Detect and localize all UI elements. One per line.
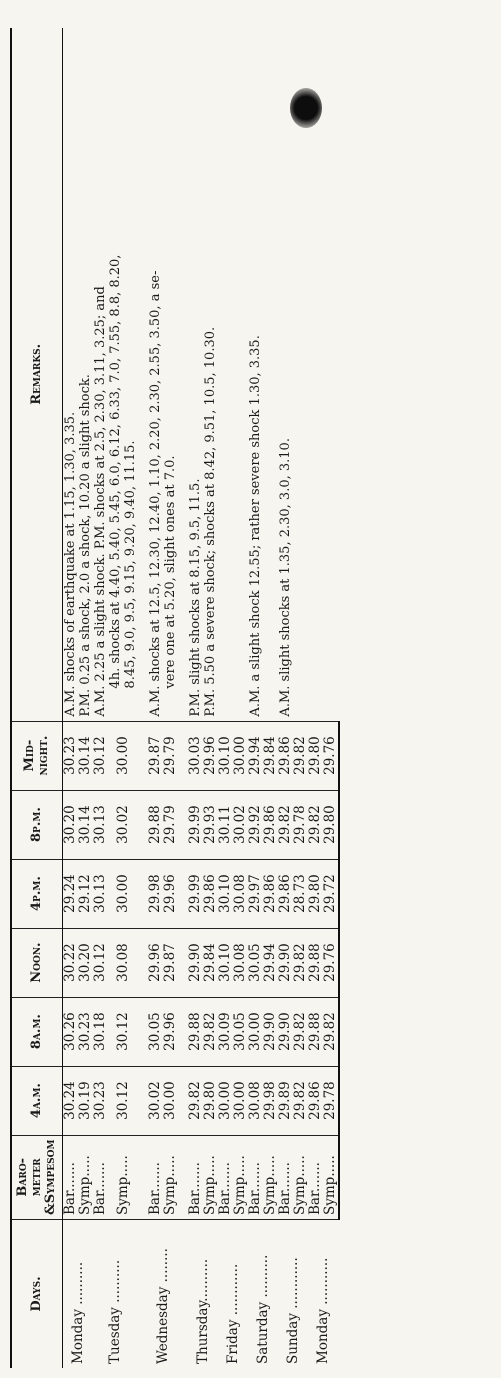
table-row bbox=[248, 28, 263, 1368]
remarks-cell bbox=[308, 28, 339, 721]
instrument-label: Bar....... bbox=[63, 1135, 79, 1219]
remarks-cell bbox=[93, 28, 138, 721]
reading-t8am: 29.96 bbox=[163, 997, 178, 1066]
reading-t8am: 30.12 bbox=[116, 997, 139, 1066]
reading-t8am: 30.09 bbox=[218, 997, 233, 1066]
reading-midnight: 29.84 bbox=[263, 721, 278, 790]
remark-line: A.M. shocks of earthquake at 1.15, 1.30, 3.35. bbox=[63, 411, 78, 717]
reading-t8am: 30.00 bbox=[248, 997, 263, 1066]
reading-t8pm: 29.93 bbox=[203, 790, 218, 859]
reading-t4pm: 29.98 bbox=[148, 859, 163, 928]
reading-t8pm: 30.20 bbox=[63, 790, 79, 859]
reading-noon: 30.08 bbox=[233, 928, 248, 997]
remarks-cell bbox=[278, 28, 308, 721]
reading-t4pm: 29.97 bbox=[248, 859, 263, 928]
reading-t4am: 30.24 bbox=[63, 1066, 79, 1135]
instrument-label: Bar....... bbox=[148, 1135, 163, 1219]
reading-t4am: 29.82 bbox=[293, 1066, 308, 1135]
reading-midnight: 30.00 bbox=[116, 721, 139, 790]
reading-t8am: 30.26 bbox=[63, 997, 79, 1066]
reading-t4am: 30.12 bbox=[116, 1066, 139, 1135]
reading-t4am: 30.19 bbox=[78, 1066, 93, 1135]
instrument-label: Bar....... bbox=[308, 1135, 323, 1219]
table-row bbox=[278, 28, 293, 1368]
reading-t8pm: 29.80 bbox=[323, 790, 339, 859]
reading-midnight: 29.94 bbox=[248, 721, 263, 790]
remark-line: A.M. slight shocks at 1.35, 2.30, 3.0, 3.10. bbox=[278, 438, 293, 717]
header-instrument: Baro-meter &Sympesom bbox=[11, 1135, 63, 1219]
reading-t8pm: 30.02 bbox=[233, 790, 248, 859]
reading-t4pm: 28.73 bbox=[293, 859, 308, 928]
remarks-cell bbox=[218, 28, 248, 721]
instrument-label: Symp..... bbox=[203, 1135, 218, 1219]
table-row bbox=[218, 28, 233, 1368]
reading-t8am: 29.90 bbox=[278, 997, 293, 1066]
reading-midnight: 29.80 bbox=[308, 721, 323, 790]
remarks-cell bbox=[148, 28, 178, 721]
reading-noon: 30.08 bbox=[116, 928, 139, 997]
reading-t4am: 30.23 bbox=[93, 1066, 116, 1135]
table-row bbox=[93, 28, 116, 1368]
day-name: Saturday .......... bbox=[254, 1254, 271, 1364]
reading-midnight: 29.82 bbox=[293, 721, 308, 790]
remark-line: 4h. shocks at 4.40, 5.40, 5.45, 6.0, 6.12, 6.33, 7.0, 7.55, 8.8, 8.20, bbox=[108, 254, 123, 689]
reading-t8pm: 29.78 bbox=[293, 790, 308, 859]
reading-t4am: 29.98 bbox=[263, 1066, 278, 1135]
instrument-label: Symp..... bbox=[263, 1135, 278, 1219]
reading-noon: 29.96 bbox=[148, 928, 163, 997]
reading-t8am: 29.82 bbox=[203, 997, 218, 1066]
table-row bbox=[308, 28, 323, 1368]
reading-noon: 29.90 bbox=[188, 928, 203, 997]
reading-t8am: 29.90 bbox=[263, 997, 278, 1066]
reading-noon: 29.94 bbox=[263, 928, 278, 997]
reading-t4pm: 30.08 bbox=[233, 859, 248, 928]
remark-line: A.M. 2.25 a slight shock. P.M. shocks at 2.5, 2.30, 3.11, 3.25; and bbox=[93, 286, 108, 717]
day-name: Monday ........... bbox=[315, 1257, 331, 1364]
reading-noon: 29.90 bbox=[278, 928, 293, 997]
reading-t8pm: 29.99 bbox=[188, 790, 203, 859]
reading-t8am: 29.82 bbox=[323, 997, 339, 1066]
reading-midnight: 30.12 bbox=[93, 721, 116, 790]
reading-noon: 30.22 bbox=[63, 928, 79, 997]
reading-midnight: 29.87 bbox=[148, 721, 163, 790]
reading-t4pm: 30.00 bbox=[116, 859, 139, 928]
reading-t4pm: 29.72 bbox=[323, 859, 339, 928]
reading-midnight: 29.86 bbox=[278, 721, 293, 790]
header-4am: 4a.m. bbox=[11, 1066, 63, 1135]
instrument-label: Bar....... bbox=[188, 1135, 203, 1219]
reading-noon: 29.88 bbox=[308, 928, 323, 997]
remark-line: 8.45, 9.0, 9.5, 9.15, 9.20, 9.40, 11.15. bbox=[123, 440, 138, 689]
reading-t4am: 30.02 bbox=[148, 1066, 163, 1135]
instrument-label: Symp..... bbox=[78, 1135, 93, 1219]
reading-t4pm: 29.80 bbox=[308, 859, 323, 928]
reading-midnight: 30.14 bbox=[78, 721, 93, 790]
day-name: Monday .......... bbox=[69, 1261, 86, 1364]
reading-midnight: 30.03 bbox=[188, 721, 203, 790]
reading-t8am: 30.05 bbox=[233, 997, 248, 1066]
header-midnight: Mid-night. bbox=[11, 721, 63, 790]
reading-midnight: 30.10 bbox=[218, 721, 233, 790]
instrument-label: Symp..... bbox=[323, 1135, 339, 1219]
reading-t8am: 30.05 bbox=[148, 997, 163, 1066]
reading-t8am: 29.88 bbox=[188, 997, 203, 1066]
reading-t4pm: 29.96 bbox=[163, 859, 178, 928]
reading-t4pm: 29.12 bbox=[78, 859, 93, 928]
table-row bbox=[188, 28, 203, 1368]
day-name: Thursday.......... bbox=[194, 1258, 211, 1364]
remark-line: P.M. slight shocks at 8.15, 9.5, 11.5. bbox=[188, 478, 203, 717]
day-name: Friday ............ bbox=[224, 1263, 241, 1364]
instrument-label: Symp..... bbox=[293, 1135, 308, 1219]
reading-t4am: 30.00 bbox=[163, 1066, 178, 1135]
header-4pm: 4p.m. bbox=[11, 859, 63, 928]
reading-t8pm: 29.88 bbox=[148, 790, 163, 859]
earthquake-barometer-table bbox=[10, 28, 340, 1368]
reading-t8pm: 29.86 bbox=[263, 790, 278, 859]
reading-t8pm: 29.92 bbox=[248, 790, 263, 859]
reading-t4pm: 29.24 bbox=[63, 859, 79, 928]
reading-midnight: 29.76 bbox=[323, 721, 339, 790]
header-8pm: 8p.m. bbox=[11, 790, 63, 859]
reading-t4pm: 29.86 bbox=[263, 859, 278, 928]
instrument-label: Bar....... bbox=[248, 1135, 263, 1219]
reading-midnight: 29.96 bbox=[203, 721, 218, 790]
reading-t4pm: 30.10 bbox=[218, 859, 233, 928]
reading-t4am: 29.86 bbox=[308, 1066, 323, 1135]
remark-line: P.M. 5.50 a severe shock; shocks at 8.42, 9.51, 10.5, 10.30. bbox=[203, 326, 218, 717]
reading-noon: 30.20 bbox=[78, 928, 93, 997]
instrument-label: Symp..... bbox=[116, 1135, 139, 1219]
table-row bbox=[63, 28, 79, 1368]
remark-line: A.M. shocks at 12.5, 12.30, 12.40, 1.10, 2.20, 2.30, 2.55, 3.50, a se- bbox=[148, 270, 163, 717]
remark-line: A.M. a slight shock 12.55; rather severe shock 1.30, 3.35. bbox=[248, 335, 263, 717]
reading-t8pm: 30.13 bbox=[93, 790, 116, 859]
instrument-label: Symp..... bbox=[163, 1135, 178, 1219]
reading-noon: 29.76 bbox=[323, 928, 339, 997]
reading-midnight: 30.00 bbox=[233, 721, 248, 790]
reading-t8am: 30.18 bbox=[93, 997, 116, 1066]
reading-t8pm: 29.79 bbox=[163, 790, 178, 859]
header-days: Days. bbox=[11, 1220, 63, 1369]
instrument-label: Bar....... bbox=[278, 1135, 293, 1219]
reading-t8pm: 30.11 bbox=[218, 790, 233, 859]
reading-t4am: 29.78 bbox=[323, 1066, 339, 1135]
reading-t4am: 30.00 bbox=[233, 1066, 248, 1135]
reading-t8pm: 29.82 bbox=[308, 790, 323, 859]
reading-t4pm: 29.86 bbox=[278, 859, 293, 928]
day-name: Tuesday .......... bbox=[107, 1259, 123, 1364]
reading-t8pm: 29.82 bbox=[278, 790, 293, 859]
ink-blot bbox=[290, 88, 322, 128]
reading-t4am: 29.89 bbox=[278, 1066, 293, 1135]
reading-t4am: 29.80 bbox=[203, 1066, 218, 1135]
remarks-cell bbox=[63, 28, 94, 721]
remark-line: P.M. 0.25 a shock, 2.0 a shock, 10.20 a slight shock. bbox=[78, 374, 93, 717]
table-row bbox=[148, 28, 163, 1368]
instrument-label: Bar....... bbox=[218, 1135, 233, 1219]
reading-noon: 29.84 bbox=[203, 928, 218, 997]
reading-t4am: 29.82 bbox=[188, 1066, 203, 1135]
reading-t4am: 30.00 bbox=[218, 1066, 233, 1135]
reading-t4pm: 30.13 bbox=[93, 859, 116, 928]
remark-line: vere one at 5.20, slight ones at 7.0. bbox=[163, 455, 178, 689]
reading-t4pm: 29.86 bbox=[203, 859, 218, 928]
instrument-label: Bar....... bbox=[93, 1135, 116, 1219]
reading-t8pm: 30.02 bbox=[116, 790, 139, 859]
reading-t8am: 29.88 bbox=[308, 997, 323, 1066]
reading-t8pm: 30.14 bbox=[78, 790, 93, 859]
header-8am: 8a.m. bbox=[11, 997, 63, 1066]
day-name: Wednesday ........ bbox=[154, 1248, 171, 1364]
reading-t8am: 30.23 bbox=[78, 997, 93, 1066]
reading-noon: 30.10 bbox=[218, 928, 233, 997]
reading-noon: 30.05 bbox=[248, 928, 263, 997]
reading-t4pm: 29.99 bbox=[188, 859, 203, 928]
reading-noon: 29.82 bbox=[293, 928, 308, 997]
header-remarks: Remarks. bbox=[11, 28, 63, 721]
remarks-cell bbox=[188, 28, 218, 721]
header-row bbox=[11, 28, 63, 1368]
reading-noon: 29.87 bbox=[163, 928, 178, 997]
reading-t4am: 30.08 bbox=[248, 1066, 263, 1135]
remarks-cell bbox=[248, 28, 278, 721]
reading-t8am: 29.82 bbox=[293, 997, 308, 1066]
reading-midnight: 29.79 bbox=[163, 721, 178, 790]
instrument-label: Symp..... bbox=[233, 1135, 248, 1219]
header-noon: Noon. bbox=[11, 928, 63, 997]
reading-noon: 30.12 bbox=[93, 928, 116, 997]
reading-midnight: 30.23 bbox=[63, 721, 79, 790]
table-body bbox=[63, 28, 340, 1368]
day-name: Sunday ............ bbox=[284, 1257, 301, 1364]
